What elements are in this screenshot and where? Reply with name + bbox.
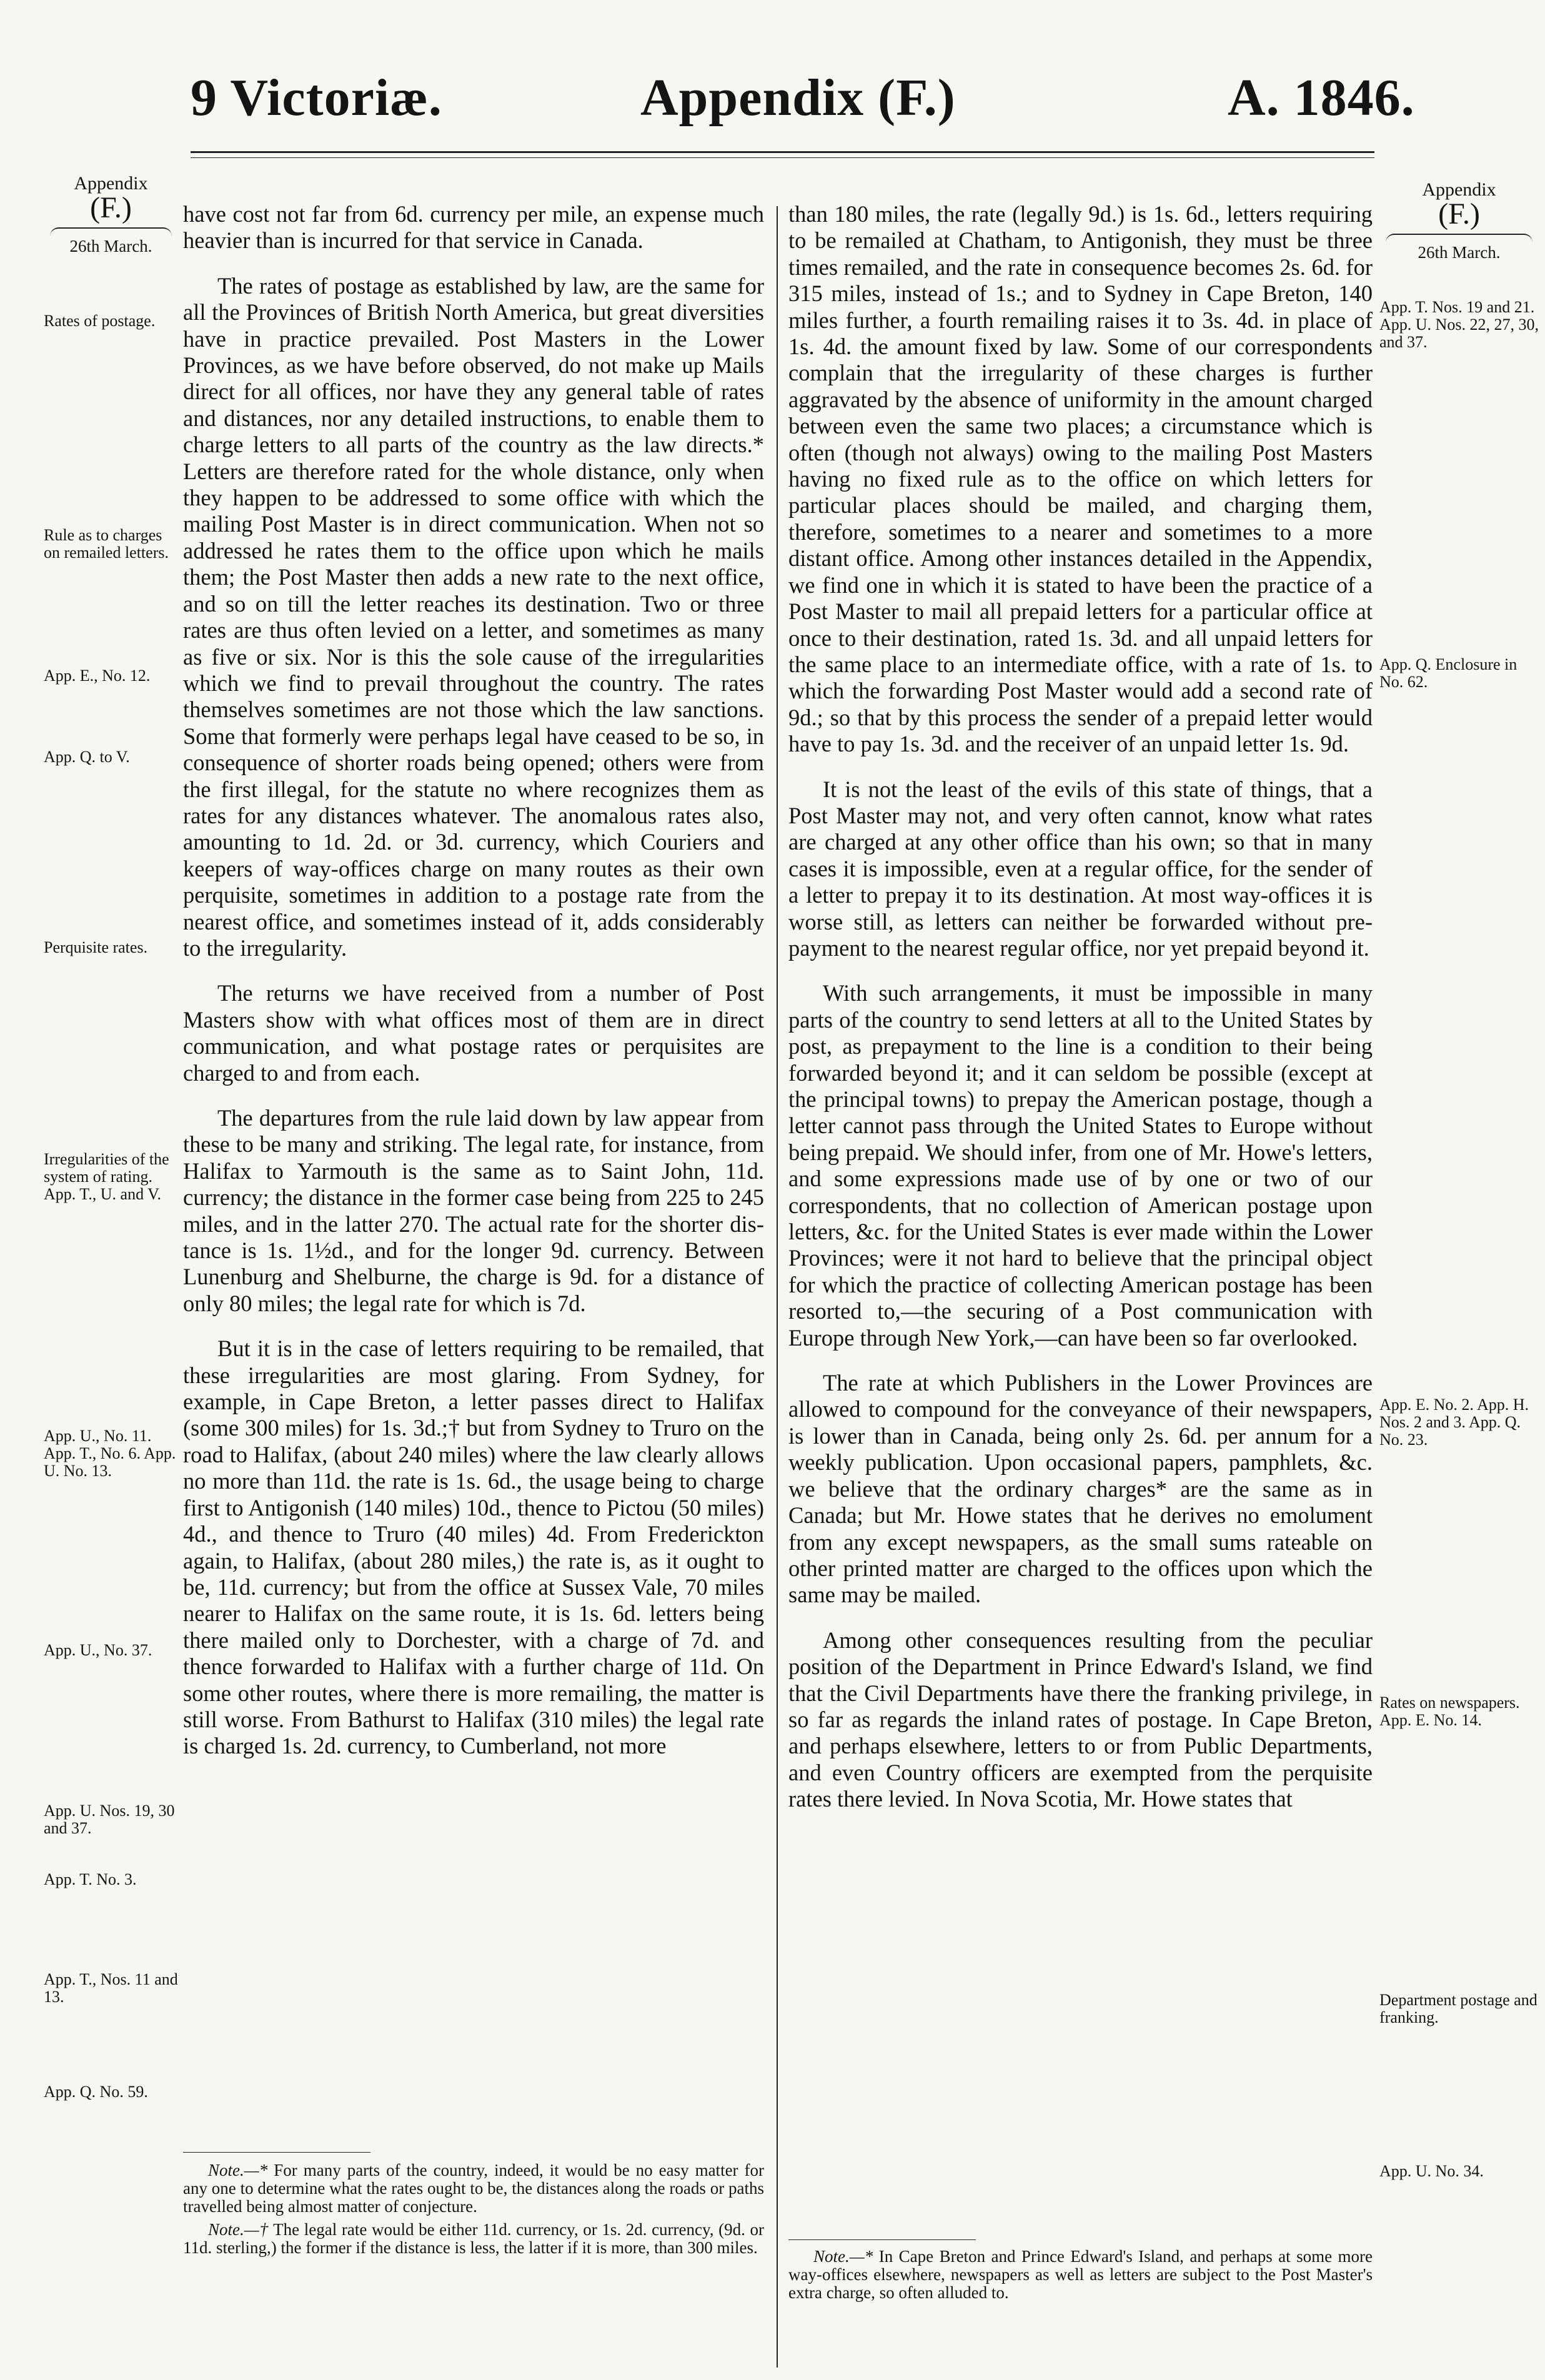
- footnote-text: For many parts of the country, indeed, it would be no easy matter for any one to determine what the rates ought to be, the distances along the roads or paths travelled being almost matter of conjecture.: [183, 2161, 764, 2216]
- margin-appendix-label: Appendix: [1422, 179, 1496, 200]
- margin-note: App. E., No. 12.: [44, 667, 151, 685]
- paragraph: With such arrangements, it must be impossible in many parts of the country to send letters at all to the United States by post, as prepayment to the line is a condition to their being forwarded beyond it; and it can seldom be possible (except at the principal towns) to prepay the American postage, though a letter cannot pass through the United States to Europe without being prepaid. We should infer, from one of Mr. Howe's letters, and some expressions made use of by one or two of our correspondents, that no collection of American postage upon letters, &c. for the United States is ever made within the Lower Provinces; were it not hard to believe that the principal object for which the practice of collecting American postage has been resorted to,—the securing of a Post communication with Europe through New York,—can have been so far overlooked.: [788, 980, 1373, 1351]
- footnote-label: Note.—*: [813, 2247, 873, 2266]
- paragraph: The returns we have received from a number of Post Masters show with what offices most of them are in direct communication, and what postage rates or perquisites are charged to and from each.: [183, 980, 764, 1086]
- margin-note: App. Q. to V.: [44, 748, 130, 766]
- margin-note: App. Q. No. 59.: [44, 2083, 148, 2101]
- margin-note: App. U., No. 37.: [44, 1641, 152, 1659]
- header-session: 9 Victoriæ.: [191, 69, 442, 127]
- footnote: [788, 2248, 1373, 2302]
- paragraph: But it is in the case of letters requiring to be remailed, that these irregularities are most glaring. From Sydney, for example, in Cape Breton, a letter passes direct to Halifax (some 300 miles) for 1s. 3d.;† but from Sydney to Truro on the road to Halifax, (about 240 miles) where the law clearly allows no more than 11d. the rate is 1s. 6d., the usage being to charge first to Antigonish (140 miles) 10d., thence to Pictou (50 miles) 4d., and thence to Truro (40 miles) 4d. From Frederickton again, to Halifax, (about 280 miles,) the rate is, as it ought to be, 11d. currency; but from the office at Sussex Vale, 70 miles nearer to Halifax on the same route, it is 1s. 6d. letters being there mailed only to Dorchester, with a charge of 7d. and thence forwarded to Halifax with a further charge of 11d. On some other routes, where there is more remailing, the matter is still worse. From Bathurst to Halifax (310 miles) the legal rate is charged 1s. 2d. currency, to Cumberland, not more: [183, 1336, 764, 1759]
- footnote-label: Note.—*: [208, 2161, 268, 2179]
- right-text-column: [788, 201, 1373, 1832]
- margin-appendix-letter: (F.): [1438, 197, 1480, 231]
- footnote-text: The legal rate would be either 11d. currency, or 1s. 2d. currency, (9d. or 11d. sterling,) the former if the distance is less, the latter if it is more, than 300 miles.: [183, 2220, 764, 2257]
- column-divider: [777, 206, 778, 2368]
- margin-note: Irregularities of the system of rating. App. T., U. and V.: [44, 1150, 169, 1203]
- margin-note: Rates of postage.: [44, 312, 156, 330]
- footnote: [183, 2161, 764, 2216]
- margin-note: App. T. No. 3.: [44, 1870, 137, 1888]
- margin-note: App. U., No. 11. App. T., No. 6. App. U. No. 13.: [44, 1427, 176, 1480]
- margin-note: App. E. No. 2. App. H. Nos. 2 and 3. App. Q. No. 23.: [1379, 1396, 1529, 1449]
- footnote-text: In Cape Breton and Prince Edward's Island, and perhaps at some more way-offices elsewhere, newspapers as well as letters are subject to the Post Master's extra charge, so often alluded to.: [788, 2247, 1373, 2302]
- paragraph: The rate at which Publishers in the Lower Provinces are allowed to compound for the conveyance of their newspapers, is lower than in Canada, being only 2s. 6d. per annum for a weekly publication. Upon occasional papers, pamphlets, &c. we believe that the ordinary charges* are the same as in Canada; but Mr. Howe states that he derives no emolument from any except newspapers, as the small sums rateable on other printed matter are charged to the offices upon which the same may be mailed.: [788, 1370, 1373, 1608]
- header-rule: [191, 151, 1374, 153]
- footnote-label: Note.—†: [208, 2220, 269, 2239]
- margin-brace: [50, 227, 172, 236]
- margin-note: Rates on newspapers. App. E. No. 14.: [1379, 1693, 1520, 1729]
- margin-brace: [1386, 234, 1533, 242]
- margin-appendix-label: Appendix: [74, 173, 148, 194]
- margin-appendix-letter: (F.): [90, 191, 132, 224]
- header-rule-thin: [191, 157, 1374, 158]
- right-margin-appendix-block: [1379, 181, 1539, 261]
- paragraph: It is not the least of the evils of this state of things, that a Post Master may not, and very often cannot, know what rates are charged at any other office than his own; so that in many cases it is impossible, even at a regular office, for the sender of a letter to prepay it to its destination. At most way-offices it is worse still, as letters can neither be forwarded without prepayment to the nearest regular office, nor yet prepaid beyond it.: [788, 776, 1373, 961]
- margin-note: App. T., Nos. 11 and 13.: [44, 1970, 178, 2006]
- paragraph: than 180 miles, the rate (legally 9d.) is 1s. 6d., letters requiring to be remailed at Chatham, to Antigonish, they must be three times remailed, and the rate in consequence becomes 2s. 6d. for 315 miles, instead of 1s.; and to Sydney in Cape Breton, 140 miles further, a fourth remailing raises it to 3s. 4d. in place of 1s. 4d. the amount fixed by law. Some of our correspondents complain that the irregularity of these charges is further aggravated by the absence of uniformity in the amount charged between even the same two places; a circumstance which is often (though not always) owing to the mailing Post Masters having no fixed rule as to the office on which letters for particular places should be mailed, and charging them, therefore, sometimes to a nearer and sometimes to a more distant office. Among other instances detailed in the Appendix, we find one in which it is stated to have been the practice of a Post Master to mail all prepaid letters for a particular office at once to their destination, rated 1s. 3d. and all unpaid letters for the same place to an intermediate office, with a rate of 1s. to which the forwarding Post Master would add a second rate of 9d.; so that by this process the sender of a prepaid letter would have to pay 1s. 3d. and the receiver of an unpaid letter 1s. 9d.: [788, 201, 1373, 757]
- margin-date: 26th March.: [1418, 243, 1501, 262]
- paragraph: Among other consequences resulting from the peculiar position of the Department in Prince Edward's Island, we find that the Civil Departments have there the franking privilege, in so far as regards the inland rates of postage. In Cape Breton, and perhaps elsewhere, letters to or from Public Departments, and even Country officers are exempted from the perquisite rates there levied. In Nova Scotia, Mr. Howe states that: [788, 1627, 1373, 1812]
- left-margin-appendix-block: [44, 175, 178, 255]
- margin-date: 26th March.: [69, 237, 152, 255]
- paragraph: have cost not far from 6d. currency per mile, an expense much heavier than is incurred for that service in Canada.: [183, 201, 764, 254]
- left-text-column: [183, 201, 764, 1778]
- margin-note: Department postage and franking.: [1379, 1991, 1538, 2026]
- margin-note: Rule as to charges on remailed letters.: [44, 526, 169, 562]
- margin-note: Perquisite rates.: [44, 938, 148, 956]
- margin-note: App. U. Nos. 19, 30 and 37.: [44, 1802, 175, 1837]
- margin-note: App. U. No. 34.: [1379, 2162, 1484, 2180]
- paragraph: The rates of postage as established by law, are the same for all the Provinces of British North America, but great diversities have in practice prevailed. Post Masters in the Lower Provinces, as we have before observed, do not make up Mails direct for all offices, nor have they any general table of rates and distances, nor any detailed instructions, to enable them to charge letters to all parts of the country as the law directs.* Letters are therefore rated for the whole distance, only when they happen to be addressed to some office with which the mailing Post Master is in direct communication. When not so addressed he rates them to the office upon which he mails them; the Post Master then adds a new rate to the next office, and so on till the letter reaches its destination. Two or three rates are thus often levied on a letter, and sometimes as many as five or six. Nor is this the sole cause of the irregularities which we find to prevail throughout the country. The rates themselves sometimes are not those which the law sanctions. Some that formerly were perhaps legal have ceased to be so, in consequence of shorter roads being opened; others were from the first illegal, for the statute no where recognizes them as rates for any distances whatever. The anomalous rates also, amounting to 1d. 2d. or 3d. currency, which Couriers and keepers of way-offices charge on many routes as their own perquisite, sometimes in addition to a postage rate from the nearest office, and sometimes instead of it, adds considerably to the irregularity.: [183, 272, 764, 961]
- footnote-rule: [183, 2152, 370, 2153]
- header-appendix-title: Appendix (F.): [640, 69, 956, 127]
- footnote: [183, 2221, 764, 2257]
- footnote-rule: [788, 2239, 976, 2240]
- right-footnotes: [788, 2248, 1373, 2307]
- margin-note: App. T. Nos. 19 and 21. App. U. Nos. 22, 27, 30, and 37.: [1379, 298, 1539, 351]
- paragraph: The departures from the rule laid down by law appear from these to be many and striking. The legal rate, for instance, from Halifax to Yarmouth is the same as to Saint John, 11d. currency; the distance in the former case being from 225 to 245 miles, and in the latter 270. The actual rate for the shorter distance is 1s. 1½d., and for the longer 9d. currency. Between Lunenburg and Shelburne, the charge is 9d. for a distance of only 80 miles; the legal rate for which is 7d.: [183, 1105, 764, 1316]
- left-footnotes: [183, 2161, 764, 2262]
- header-year: A. 1846.: [1228, 69, 1415, 127]
- margin-note: App. Q. Enclosure in No. 62.: [1379, 655, 1518, 691]
